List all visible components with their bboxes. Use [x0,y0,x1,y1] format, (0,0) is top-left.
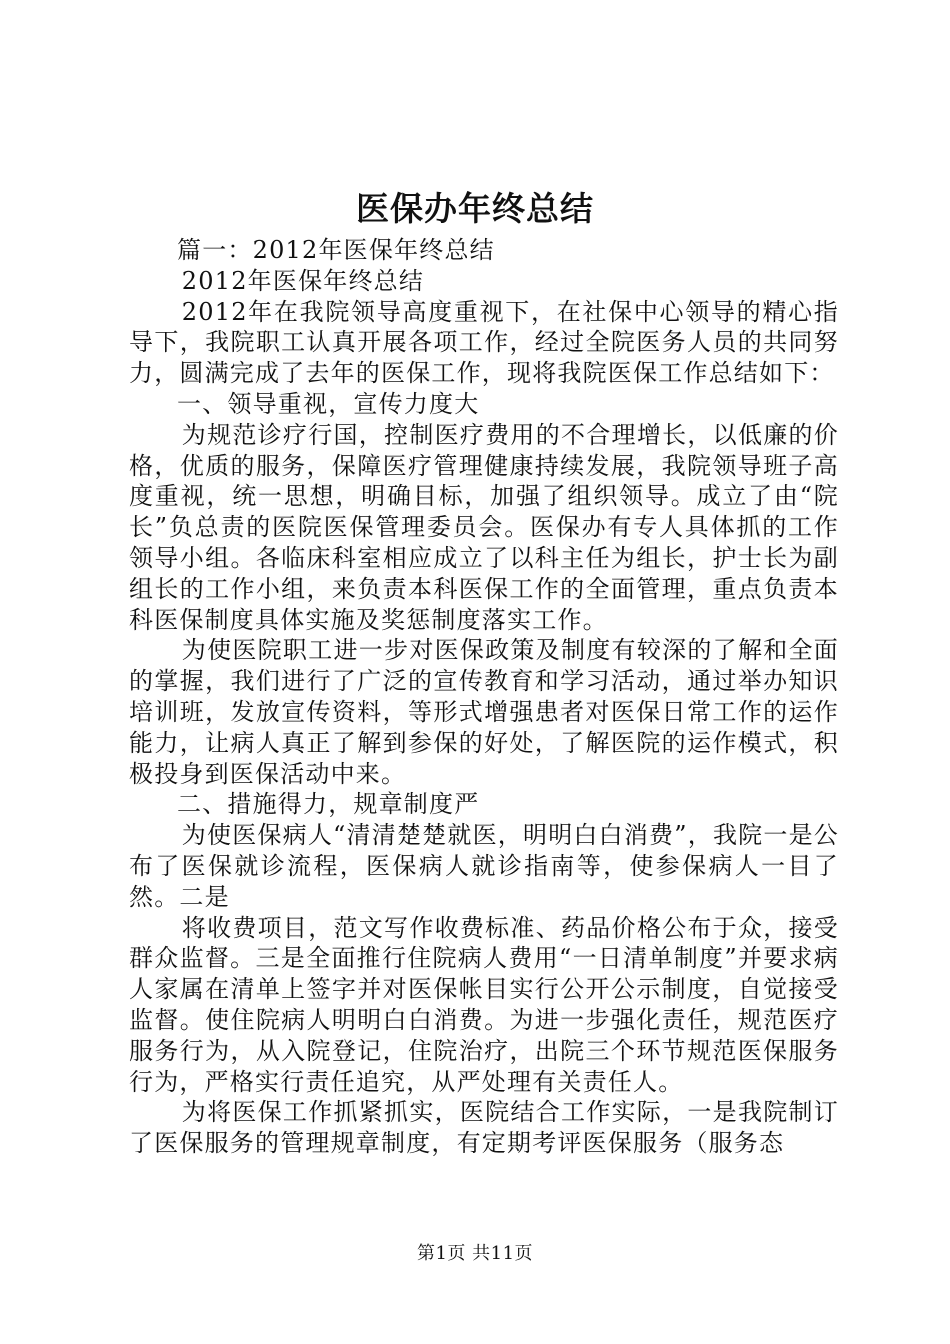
paragraph: 为规范诊疗行国，控制医疗费用的不合理增长，以低廉的价格，优质的服务，保障医疗管理健康持续发展，我院领导班子高度重视，统一思想，明确目标，加强了组织领导。成立了由“院长”负总责的医院医保管理委员会。医保办有专人具体抓的工作领导小组。各临床科室相应成立了以科主任为组长，护士长为副组长的工作小组，来负责本科医保工作的全面管理，重点负责本科医保制度具体实施及奖惩制度落实工作。 [129,420,839,634]
paragraph: 将收费项目，范文写作收费标准、药品价格公布于众，接受群众监督。三是全面推行住院病人费用“一日清单制度”并要求病人家属在清单上签字并对医保帐目实行公开公示制度，自觉接受监督。使住院病人明明白白消费。为进一步强化责任，规范医疗服务行为，从入院登记，住院治疗，出院三个环节规范医保服务行为，严格实行责任追究，从严处理有关责任人。 [129,913,839,1096]
document-title: 医保办年终总结 [356,189,594,228]
section-heading: 篇一：2012年医保年终总结 [177,236,495,264]
section-heading: 二、措施得力，规章制度严 [177,790,480,819]
section-heading: 一、领导重视，宣传力度大 [177,389,480,418]
page-number: 第1页 共11页 [416,1243,534,1264]
paragraph: 为使医院职工进一步对医保政策及制度有较深的了解和全面的掌握，我们进行了广泛的宣传教育和学习活动，通过举办知识培训班，发放宣传资料，等形式增强患者对医保日常工作的运作能力，让病人真正了解到参保的好处，了解医院的运作模式，积极投身到医保活动中来。 [129,636,839,788]
paragraph: 2012年在我院领导高度重视下，在社保中心领导的精心指导下，我院职工认真开展各项工作，经过全院医务人员的共同努力，圆满完成了去年的医保工作，现将我院医保工作总结如下： [129,297,839,388]
paragraph: 为将医保工作抓紧抓实，医院结合工作实际，一是我院制订了医保服务的管理规章制度，有定期考评医保服务（服务态 [129,1098,839,1158]
document-body [129,235,839,1159]
paragraph: 为使医保病人“清清楚楚就医，明明白白消费”，我院一是公布了医保就诊流程，医保病人就诊指南等，使参保病人一目了然。二是 [129,821,839,911]
subheading: 2012年医保年终总结 [181,266,425,295]
